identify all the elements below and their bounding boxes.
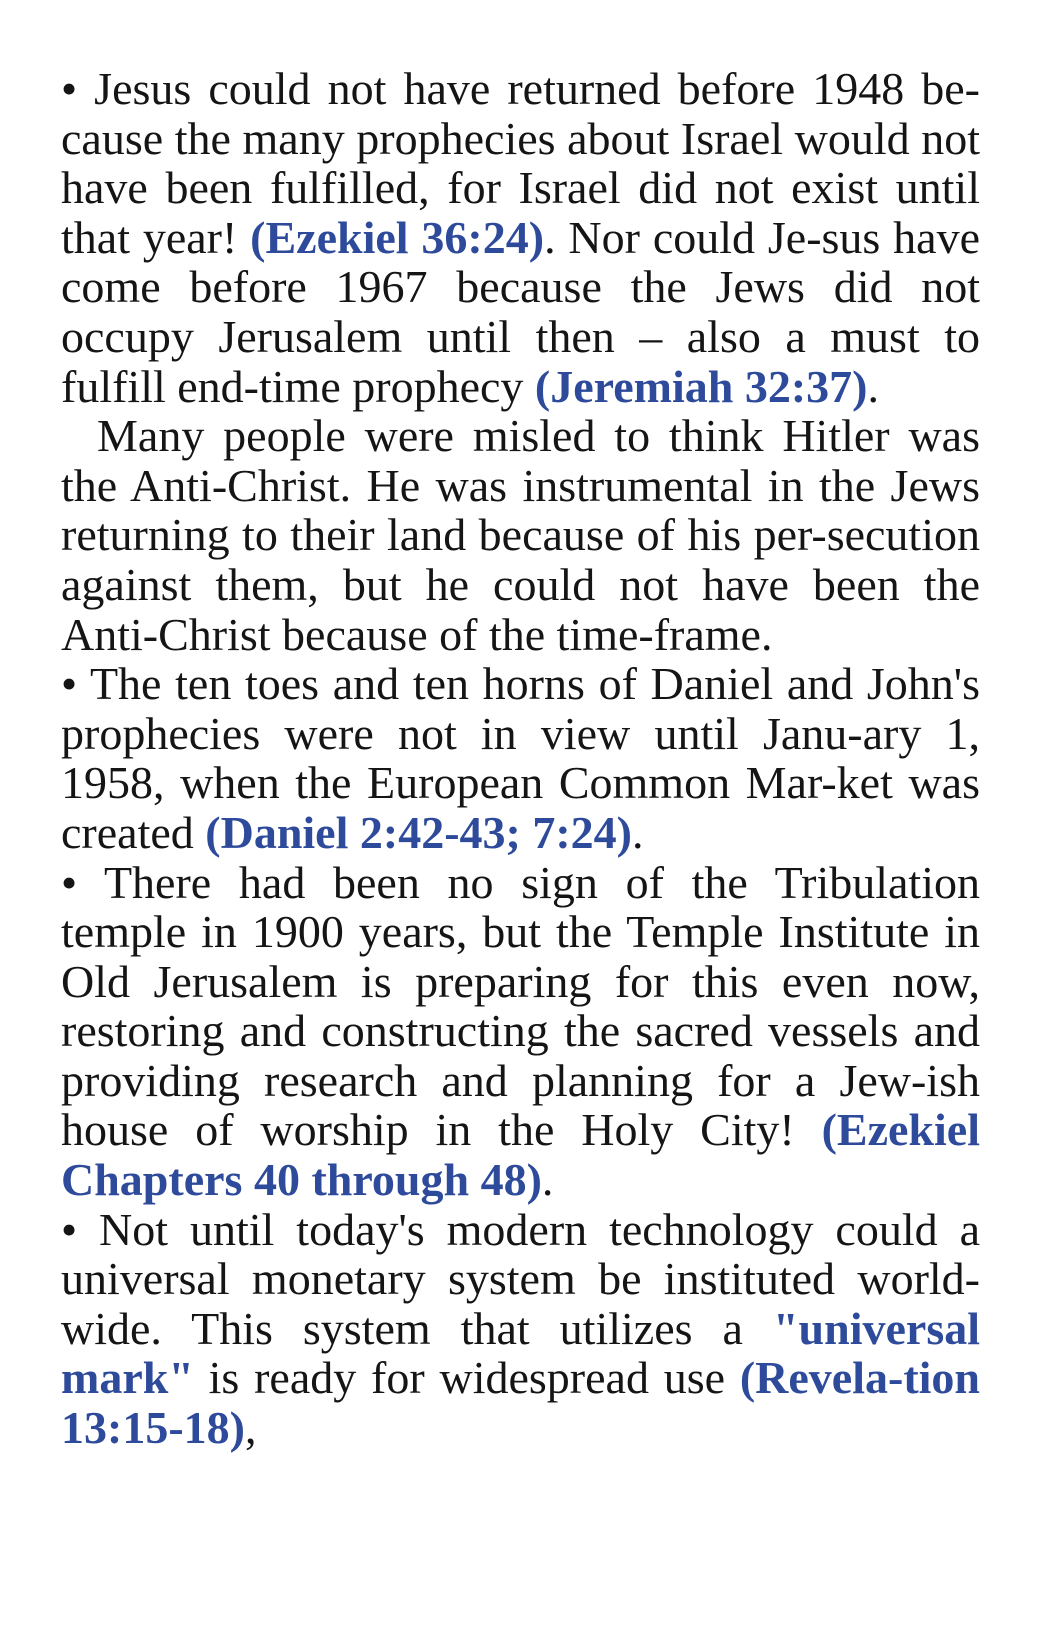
text-segment: • There had been no sign of the Tribulation temple in 1900 years, but the Temple Institute in Old Jerusalem is preparing for this even now, restoring and constructing the sacred vessels and providing research and planning for a Jew-ish house of worship in the Holy City! bbox=[61, 856, 980, 1156]
text-segment: . Nor could Je-sus have come before 1967 because the Jews did not occupy Jerusalem until then – also a must to fulfill end-time prophecy bbox=[61, 211, 980, 412]
text-segment: is ready for widespread use bbox=[193, 1352, 740, 1404]
text-segment: . bbox=[541, 1154, 554, 1206]
universal-mark-highlight: "universal mark" bbox=[61, 1302, 980, 1404]
scripture-reference: (Revela-tion 13:15-18) bbox=[61, 1352, 980, 1454]
text-segment: Many people were misled to think Hitler was the Anti-Christ. He was instrumental in the Jews returning to their land because of his per-secution against them, but he could not have been the Anti-Christ because of the time-frame. bbox=[61, 410, 980, 660]
paragraph-hitler bbox=[61, 411, 980, 659]
scripture-reference: (Ezekiel 36:24) bbox=[250, 211, 545, 263]
text-segment: . bbox=[867, 360, 879, 412]
text-segment: . bbox=[631, 806, 644, 858]
scripture-reference: (Jeremiah 32:37) bbox=[534, 360, 868, 412]
body-text bbox=[61, 64, 980, 1453]
text-segment: • Jesus could not have returned before 1948 be-cause the many prophecies about Israel would not have been fulfilled, for Israel did not exist until that year! bbox=[61, 63, 980, 263]
scripture-reference: (Ezekiel Chapters 40 through 48) bbox=[61, 1104, 980, 1206]
scripture-reference: (Daniel 2:42-43; 7:24) bbox=[205, 806, 632, 858]
paragraph-temple bbox=[61, 858, 980, 1205]
paragraph-monetary-system bbox=[61, 1205, 980, 1453]
text-segment: , bbox=[244, 1402, 257, 1454]
paragraph-israel-1948 bbox=[61, 64, 980, 411]
text-segment: • Not until today's modern technology could a universal monetary system be instituted world-wide. This system that utilizes a bbox=[61, 1203, 980, 1354]
text-segment: • The ten toes and ten horns of Daniel and John's prophecies were not in view until Janu-ary 1, 1958, when the European Common Mar-ket was created bbox=[61, 658, 980, 858]
paragraph-ten-toes bbox=[61, 659, 980, 857]
